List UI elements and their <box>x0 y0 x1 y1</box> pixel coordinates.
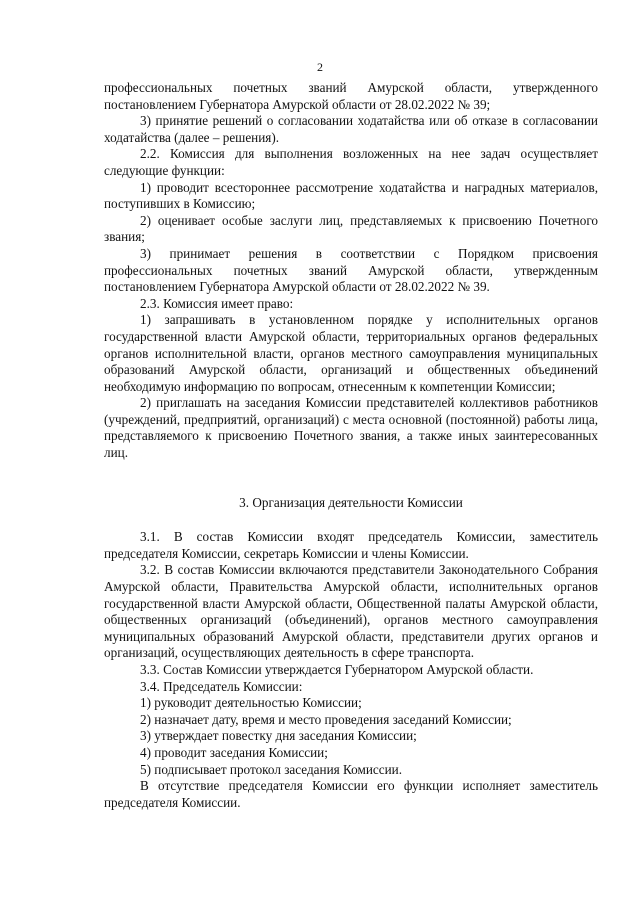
list-item: 2) назначает дату, время и место проведения заседаний Комиссии; <box>140 711 512 727</box>
paragraph: 3) принимает решения в соответствии с Порядком присвоения профессиональных почетных званий Амурской области, утвержденным постановлением Губернатора Амурской области от 28.02.2022 № 39. <box>104 245 598 295</box>
list-item: 5) подписывает протокол заседания Комиссии. <box>140 761 402 777</box>
paragraph: 3.2. В состав Комиссии включаются представители Законодательного Собрания Амурской области, Правительства Амурской области, исполнительных органов государственной власти Амурской области, Общественной палаты Амурской области, общественных организаций (объединений), органов местного самоуправления муниципальных образований Амурской области, представители других органов и организаций, осуществляющих деятельность в сфере транспорта. <box>104 562 598 661</box>
document-body <box>104 80 598 811</box>
paragraph: 2) оценивает особые заслуги лиц, представляемых к присвоению Почетного звания; <box>104 212 598 245</box>
paragraph: 2.3. Комиссия имеет право: <box>140 295 294 311</box>
paragraph: 2) приглашать на заседания Комиссии представителей коллективов работников (учреждений, предприятий, организаций) с места основной (постоянной) работы лица, представляемого к присвоению Почетного звания, а также иных заинтересованных лиц. <box>104 395 598 461</box>
paragraph: 3) принятие решений о согласовании ходатайства или об отказе в согласовании ходатайства (далее – решения). <box>104 113 598 145</box>
list-item: 4) проводит заседания Комиссии; <box>140 744 328 760</box>
list-item: 1) руководит деятельностью Комиссии; <box>140 695 362 711</box>
section-title: 3. Организация деятельности Комиссии <box>239 494 463 510</box>
page-number: 2 <box>317 60 323 74</box>
paragraph: 3.3. Состав Комиссии утверждается Губернатором Амурской области. <box>140 662 534 677</box>
paragraph: 3.1. В состав Комиссии входят председатель Комиссии, заместитель председателя Комиссии, секретарь Комиссии и члены Комиссии. <box>104 529 598 561</box>
paragraph: 2.2. Комиссия для выполнения возложенных на нее задач осуществляет следующие функции: <box>104 146 598 178</box>
paragraph: 1) запрашивать в установленном порядке у исполнительных органов государственной власти Амурской области, территориальных органов федеральных органов исполнительной власти, органов местного самоуправления муниципальных образований Амурской области, организаций и общественных объединений необходимую информацию по вопросам, отнесенным к компетенции Комиссии; <box>104 312 598 394</box>
list-item: 3) утверждает повестку дня заседания Комиссии; <box>140 728 417 744</box>
paragraph: профессиональных почетных званий Амурской области, утвержденного постановлением Губернатора Амурской области от 28.02.2022 № 39; <box>104 80 598 112</box>
paragraph: В отсутствие председателя Комиссии его функции исполняет заместитель председателя Комиссии. <box>104 778 598 810</box>
paragraph: 3.4. Председатель Комиссии: <box>140 678 303 694</box>
paragraph: 1) проводит всестороннее рассмотрение ходатайства и наградных материалов, поступивших в Комиссию; <box>104 179 598 212</box>
